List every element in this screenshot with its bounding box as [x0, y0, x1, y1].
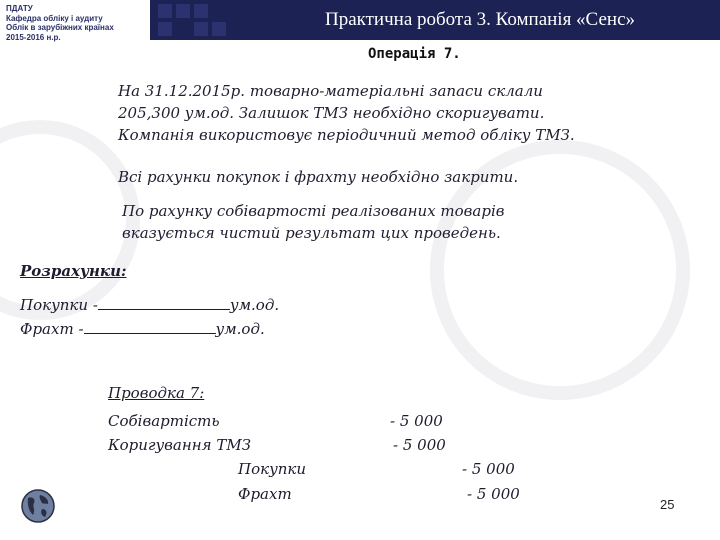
- paragraph-line: По рахунку собівартості реалізованих товарів: [122, 202, 505, 220]
- calc-unit: ум.од.: [229, 296, 280, 314]
- calc-freight-label: Фрахт -: [20, 320, 84, 338]
- entry-amount: - 5 000: [467, 485, 520, 503]
- entry-amount: - 5 000: [462, 460, 515, 478]
- calculations-title: Розрахунки:: [20, 262, 127, 280]
- calc-unit: ум.од.: [215, 320, 265, 338]
- page-number: 25: [660, 497, 675, 512]
- calc-freight-blank: [84, 320, 216, 334]
- org-line: ПДАТУ: [6, 4, 33, 13]
- calc-purchases-label: Покупки -: [20, 296, 98, 314]
- calc-freight-line: [20, 320, 265, 338]
- entry-account: Коригування ТМЗ: [108, 436, 252, 454]
- org-line: 2015-2016 н.р.: [6, 32, 61, 42]
- paragraph-line: вказується чистий результат цих проведень.: [122, 224, 501, 242]
- organization-block: [6, 4, 156, 42]
- slide-title: Практична робота 3. Компанія «Сенс»: [324, 9, 635, 30]
- background-pattern: [0, 120, 140, 320]
- entry-title: Проводка 7:: [108, 384, 205, 402]
- globe-icon: [20, 488, 56, 524]
- operation-title: Операція 7.: [368, 46, 461, 62]
- paragraph-inventory: [118, 80, 575, 146]
- calc-purchases-line: [20, 296, 279, 314]
- paragraph-line: Компанія використовує періодичний метод обліку ТМЗ.: [118, 126, 575, 144]
- paragraph-cogs: [122, 200, 504, 244]
- org-line: Кафедра обліку і аудиту: [6, 13, 103, 23]
- entry-account: Покупки: [238, 460, 307, 478]
- calc-purchases-blank: [98, 296, 230, 310]
- paragraph-line: На 31.12.2015р. товарно-матеріальні запаси склали: [118, 82, 543, 100]
- entry-account: Собівартість: [108, 412, 220, 430]
- entry-account: Фрахт: [238, 485, 292, 503]
- org-line: Облік в зарубіжних країнах: [6, 23, 114, 32]
- entry-amount: - 5 000: [390, 412, 443, 430]
- entry-amount: - 5 000: [393, 436, 446, 454]
- paragraph-line: 205,300 ум.од. Залишок ТМЗ необхідно скоригувати.: [118, 104, 545, 122]
- paragraph-close-accounts: Всі рахунки покупок і фрахту необхідно закрити.: [118, 168, 519, 186]
